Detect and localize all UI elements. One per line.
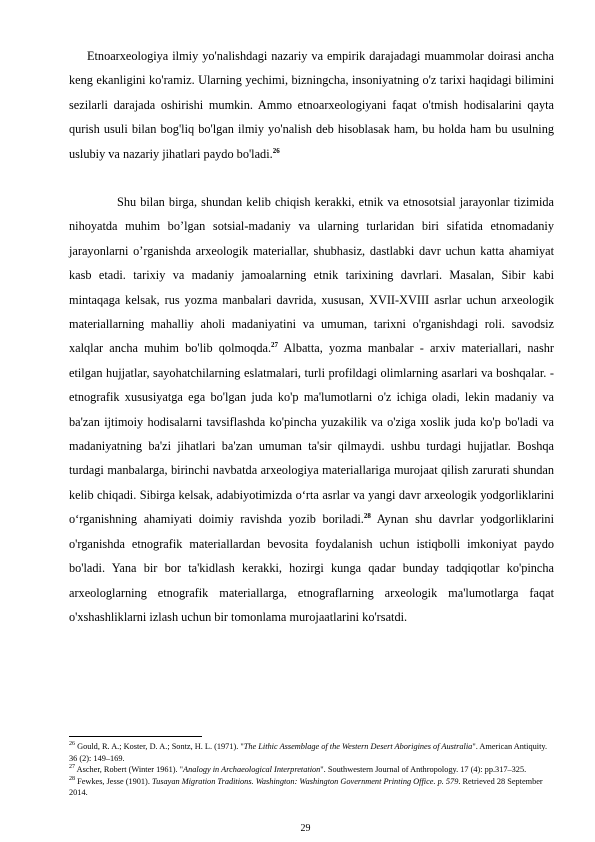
footnote-title-link[interactable]: The Lithic Assemblage of the Western Desert Aborigines of Australia [243, 742, 473, 751]
footnote-source: ". Southwestern Journal of Anthropology. 17 (4): pp.317–325. [320, 765, 527, 775]
paragraph-shu-bilan-birga [69, 190, 554, 629]
footnote-title-link[interactable]: Tusayan Migration Traditions. Washington: Washington Government Printing Office. p. 579 [151, 776, 459, 786]
footnote-source: . Retrieved 28 September 2014. [69, 776, 543, 798]
footnote-ref-28[interactable]: 28 [363, 512, 371, 521]
footnote-separator [69, 736, 202, 737]
footnote-citation: Fewkes, Jesse (1901). [75, 776, 152, 786]
footnote-26 [69, 741, 555, 764]
footnote-ref-26[interactable]: 26 [272, 146, 280, 155]
paragraph-text: Etnoarxeologiya ilmiy yo'nalishdagi nazariy va empirik darajadagi muammolar doirasi ancha keng ekanligini ko'ramiz. Ularning yechimi, bizningcha, insoniyatning o'z tarixi haqidagi bilimini sezilarli darajada oshirishi mumkin. Ammo etnoarxeologiyani faqat o'tmish hodisalarini qayta qurish usuli bilan bog'liq bo'lgan ilmiy yo'nalish deb hisoblasak ham, bu holda ham bu usulning uslubiy va nazariy jihatlari paydo bo'ladi. [69, 49, 554, 161]
paragraph-etnoarxeologiya [69, 44, 554, 166]
footnote-number: 28 [69, 776, 75, 783]
footnote-source: ". American Antiquity. 36 (2): 149–169. [69, 742, 548, 763]
footnote-title-link[interactable]: Analogy in Archaeological Interpretation [183, 765, 321, 775]
footnote-ref-27[interactable]: 27 [271, 341, 279, 350]
footnote-27 [69, 764, 555, 776]
footnote-28 [69, 776, 555, 799]
paragraph-text-part-3: Aynan shu davrlar yodgorliklarini o'rganishda etnografik materiallardan bevosita foydalanish uchun istiqbolli imkoniyat paydo bo'ladi. Yana bir bor ta'kidlash kerakki, hozirgi kunga qadar bunday tadqiqotlar ko'pincha arxeologlarning etnografik materiallarga, etnograflarning arxeologik ma'lumotlarga faqat o'xshashliklarni izlash uchun bir tomonlama murojaatlarini ko'rsatdi. [69, 512, 554, 624]
footnote-number: 27 [69, 764, 75, 771]
paragraph-text-part-2: Albatta, yozma manbalar - arxiv materiallari, nashr etilgan hujjatlar, sayohatchilarning eslatmalari, turli profildagi olimlarning asarlari va boshqalar. - etnografik xususiyatga ega bo'lgan juda ko'p ma'lumotlarni o'z ichiga oladi, lekin madaniy va ba'zan ijtimoiy hodisalarni tavsiflashda ko'pincha yuzakilik va o'ziga xoslik juda ko'p bo'ladi va madaniyatning ba'zi jihatlari ba'zan umuman ta'sir qilmaydi. ushbu turdagi hujjatlar. Boshqa turdagi manbalarga, birinchi navbatda arxeologiya materiallariga murojaat qilish zarurati shundan kelib chiqadi. Sibirga kelsak, adabiyotimizda o‘rta asrlar va yangi davr arxeologik yodgorliklarini o‘rganishning ahamiyati doimiy ravishda yozib boriladi. [69, 341, 555, 527]
footnote-number: 26 [69, 741, 75, 748]
page-number: 29 [300, 823, 311, 834]
footnotes-section [69, 741, 555, 799]
footnote-citation: Gould, R. A.; Koster, D. A.; Sontz, H. L. (1971). " [75, 742, 244, 751]
paragraph-text-part-1: Shu bilan birga, shundan kelib chiqish kerakki, etnik va etnosotsial jarayonlar tizimida nihoyatda muhim bo’lgan sotsial-madaniy va ularning turlaridan biri sifatida etnomadaniy jarayonlarni o’rganishda arxeologik materiallar, shubhasiz, dastlabki davr uchun katta ahamiyat kasb etadi. tarixiy va madaniy jamoalarning etnik tarixining davrlari. Masalan, Sibir kabi mintaqaga kelsak, rus yozma manbalari davrida, xususan, XVII-XVIII asrlar uchun arxeologik materiallarning mahalliy aholi madaniyatini va umuman, tarixni o'rganishdagi roli. savodsiz xalqlar ancha muhim bo'lib qolmoqda. [69, 195, 554, 356]
footnote-citation: Ascher, Robert (Winter 1961). " [75, 765, 184, 775]
